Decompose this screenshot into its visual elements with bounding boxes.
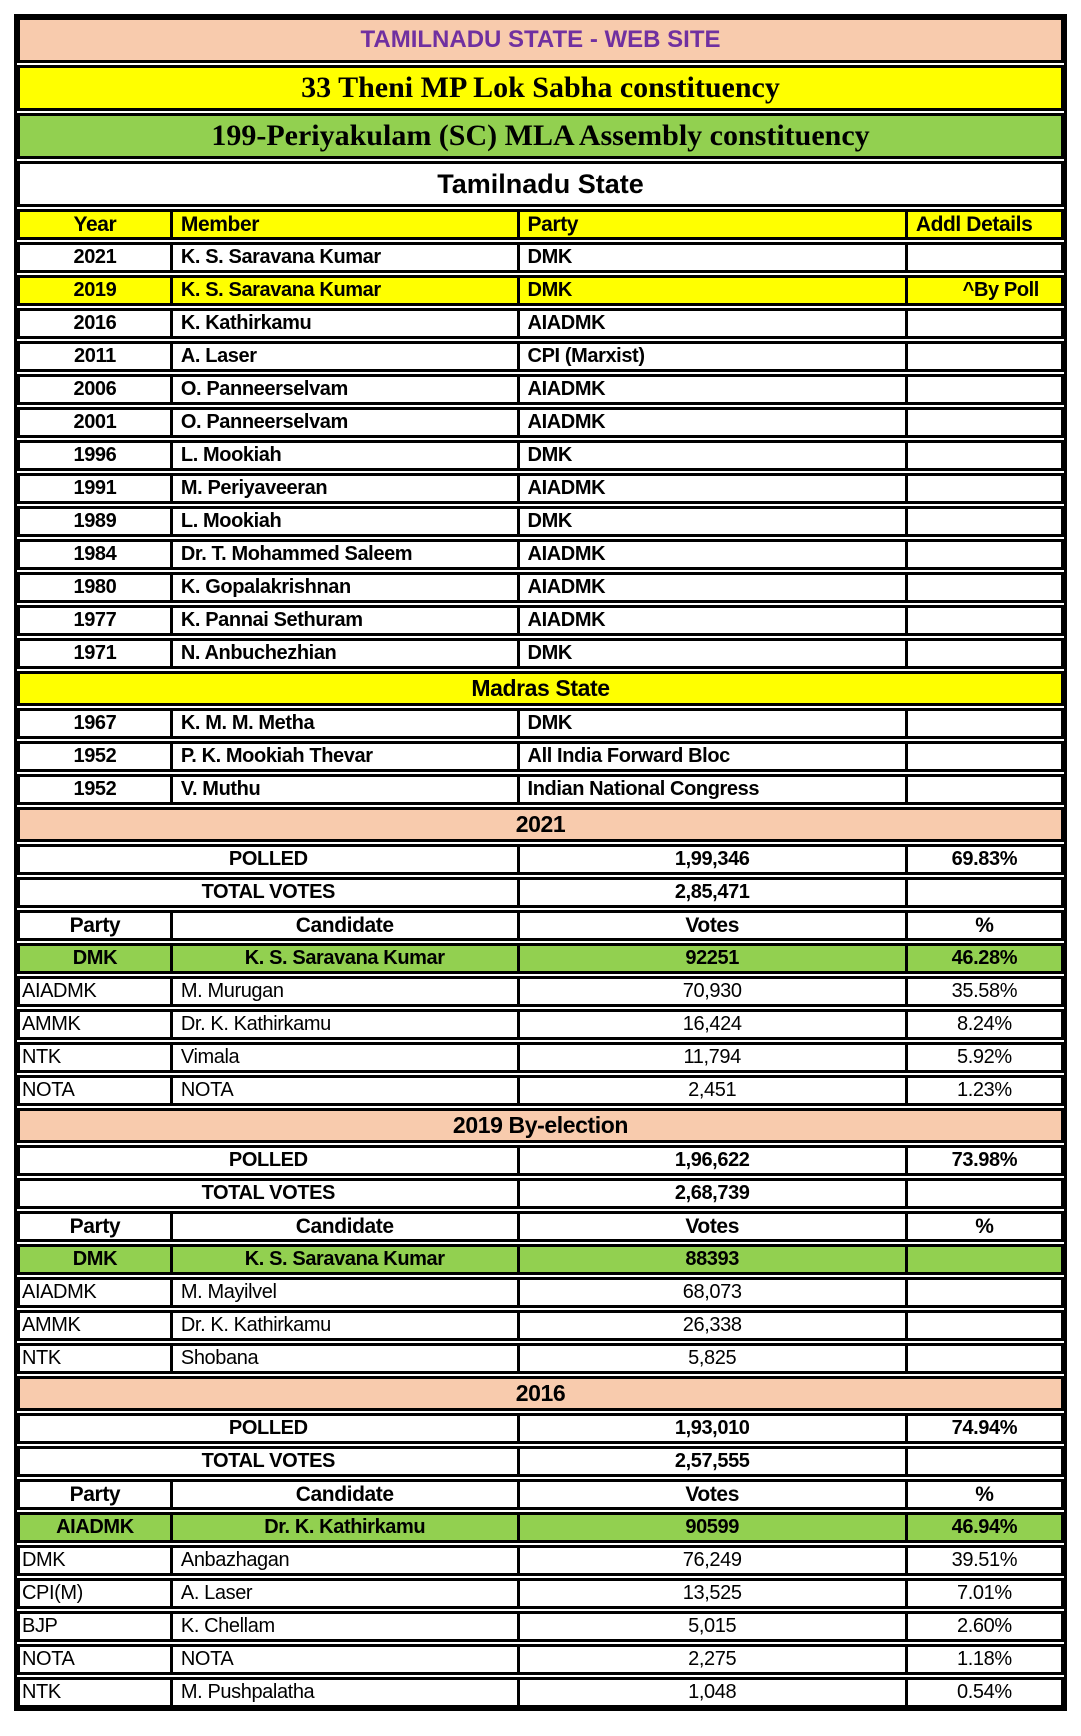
election-sections: [17, 807, 1064, 1708]
result-votes: 5,015: [517, 1614, 905, 1639]
result-candidate: Dr. K. Kathirkamu: [170, 1012, 517, 1037]
result-party: AIADMK: [22, 980, 97, 1002]
member-party: AIADMK: [517, 377, 905, 402]
member-addl-details: [905, 777, 1061, 802]
result-party: DMK: [20, 946, 170, 971]
result-row: [17, 1244, 1064, 1275]
member-addl-details: [905, 641, 1061, 666]
member-addl-details: [905, 509, 1061, 534]
result-votes: 13,525: [517, 1581, 905, 1606]
total-votes-label: TOTAL VOTES: [201, 1450, 335, 1472]
member-year: 2011: [74, 345, 116, 367]
member-row: [17, 605, 1064, 636]
member-name: O. Panneerselvam: [170, 410, 517, 435]
election-year-label: 2021: [515, 811, 566, 837]
member-name: K. Pannai Sethuram: [170, 608, 517, 633]
result-candidate: Shobana: [170, 1346, 517, 1371]
results-header-party: Party: [69, 913, 121, 937]
member-addl-details: [905, 542, 1061, 567]
member-year: 1991: [73, 477, 117, 499]
results-header-percent: %: [905, 1482, 1061, 1507]
election-year-label: 2019 By-election: [452, 1112, 629, 1138]
member-row: [17, 741, 1064, 772]
member-party: AIADMK: [517, 476, 905, 501]
result-candidate: A. Laser: [170, 1581, 517, 1606]
results-rows: [17, 943, 1064, 1106]
member-addl-details: ^By Poll: [905, 278, 1061, 303]
result-votes: 68,073: [517, 1280, 905, 1305]
result-votes: 2,275: [517, 1647, 905, 1672]
member-year: 1952: [73, 778, 117, 800]
result-row: [17, 1611, 1064, 1642]
result-row: [17, 1578, 1064, 1609]
polled-percentage: 69.83%: [905, 847, 1061, 872]
members-header-row: [17, 209, 1064, 240]
member-year: 1989: [73, 510, 117, 532]
total-votes-row: [17, 1446, 1064, 1477]
member-row: [17, 407, 1064, 438]
member-name: K. Kathirkamu: [170, 311, 517, 336]
result-votes: 90599: [517, 1515, 905, 1540]
site-title-banner: [17, 17, 1064, 63]
member-row: [17, 638, 1064, 669]
result-party: DMK: [20, 1247, 170, 1272]
result-candidate: Dr. K. Kathirkamu: [170, 1515, 517, 1540]
member-row: [17, 275, 1064, 306]
result-party: AMMK: [22, 1013, 81, 1035]
mla-constituency-title: 199-Periyakulam (SC) MLA Assembly constituency: [211, 119, 870, 152]
member-year: 2016: [73, 312, 117, 334]
result-votes: 11,794: [517, 1045, 905, 1070]
result-party: NOTA: [22, 1079, 75, 1101]
total-votes-label: TOTAL VOTES: [201, 1182, 335, 1204]
result-votes: 16,424: [517, 1012, 905, 1037]
member-year: 1967: [73, 712, 117, 734]
member-year: 1984: [73, 543, 117, 565]
member-name: N. Anbuchezhian: [170, 641, 517, 666]
member-year: 1996: [73, 444, 117, 466]
member-row: [17, 473, 1064, 504]
polled-votes-value: 1,93,010: [517, 1416, 905, 1441]
total-votes-percentage-empty: [905, 1449, 1061, 1474]
result-percentage: 1.23%: [905, 1078, 1061, 1103]
member-row: [17, 572, 1064, 603]
result-row: [17, 976, 1064, 1007]
member-addl-details: [905, 443, 1061, 468]
result-percentage: [905, 1346, 1061, 1371]
member-party: DMK: [517, 443, 905, 468]
result-percentage: 46.94%: [905, 1515, 1061, 1540]
member-addl-details: [905, 711, 1061, 736]
results-rows: [17, 1512, 1064, 1708]
results-header-candidate: Candidate: [170, 1482, 517, 1507]
result-percentage: 5.92%: [905, 1045, 1061, 1070]
result-row: [17, 1310, 1064, 1341]
member-year: 1971: [73, 642, 117, 664]
election-year-banner: [17, 807, 1064, 842]
member-row: [17, 242, 1064, 273]
result-row: [17, 1009, 1064, 1040]
member-party: AIADMK: [517, 542, 905, 567]
member-name: A. Laser: [170, 344, 517, 369]
results-header-percent: %: [905, 1214, 1061, 1239]
member-row: [17, 374, 1064, 405]
members-header-party: Party: [517, 212, 905, 237]
election-year-label: 2016: [515, 1380, 566, 1406]
result-candidate: K. S. Saravana Kumar: [170, 1247, 517, 1272]
members-header-addl: Addl Details: [905, 212, 1061, 237]
results-header-candidate: Candidate: [170, 1214, 517, 1239]
result-row: [17, 1042, 1064, 1073]
result-row: [17, 1545, 1064, 1576]
total-votes-value: 2,57,555: [517, 1449, 905, 1474]
result-row: [17, 1512, 1064, 1543]
page-root: [0, 14, 1081, 1736]
result-percentage: 8.24%: [905, 1012, 1061, 1037]
members-tamilnadu-rows: [17, 242, 1064, 669]
total-votes-value: 2,68,739: [517, 1181, 905, 1206]
member-party: CPI (Marxist): [517, 344, 905, 369]
result-percentage: 2.60%: [905, 1614, 1061, 1639]
member-party: DMK: [517, 711, 905, 736]
result-row: [17, 1677, 1064, 1708]
tamilnadu-state-label: Tamilnadu State: [437, 168, 644, 199]
result-candidate: NOTA: [170, 1078, 517, 1103]
results-header-row: [17, 910, 1064, 941]
member-party: DMK: [517, 641, 905, 666]
member-addl-details: [905, 575, 1061, 600]
result-candidate: K. S. Saravana Kumar: [170, 946, 517, 971]
results-header-votes: Votes: [517, 1214, 905, 1239]
member-party: DMK: [517, 509, 905, 534]
result-candidate: Anbazhagan: [170, 1548, 517, 1573]
members-header-member: Member: [170, 212, 517, 237]
results-header-party: Party: [69, 1482, 121, 1506]
polled-percentage: 73.98%: [905, 1148, 1061, 1173]
member-party: DMK: [517, 278, 905, 303]
election-section: [17, 1376, 1064, 1708]
result-percentage: 1.18%: [905, 1647, 1061, 1672]
member-year: 2006: [73, 378, 117, 400]
results-header-party: Party: [69, 1214, 121, 1238]
total-votes-percentage-empty: [905, 880, 1061, 905]
results-header-percent: %: [905, 913, 1061, 938]
member-addl-details: [905, 410, 1061, 435]
member-year: 2021: [73, 246, 117, 268]
result-candidate: M. Mayilvel: [170, 1280, 517, 1305]
result-row: [17, 1277, 1064, 1308]
result-party: AIADMK: [22, 1281, 97, 1303]
member-name: L. Mookiah: [170, 443, 517, 468]
result-percentage: 7.01%: [905, 1581, 1061, 1606]
election-year-banner: [17, 1108, 1064, 1143]
result-party: NTK: [22, 1046, 61, 1068]
member-name: P. K. Mookiah Thevar: [170, 744, 517, 769]
member-year: 1977: [73, 609, 117, 631]
polled-votes-value: 1,99,346: [517, 847, 905, 872]
member-name: L. Mookiah: [170, 509, 517, 534]
mp-constituency-banner: [17, 65, 1064, 111]
results-rows: [17, 1244, 1064, 1374]
result-candidate: M. Pushpalatha: [170, 1680, 517, 1705]
member-row: [17, 539, 1064, 570]
polled-row: [17, 844, 1064, 875]
result-party: AMMK: [22, 1314, 81, 1336]
total-votes-value: 2,85,471: [517, 880, 905, 905]
mla-constituency-banner: [17, 113, 1064, 159]
members-header-year: Year: [73, 212, 117, 236]
total-votes-row: [17, 877, 1064, 908]
result-percentage: 35.58%: [905, 979, 1061, 1004]
result-percentage: 46.28%: [905, 946, 1061, 971]
result-party: NOTA: [22, 1648, 75, 1670]
election-year-banner: [17, 1376, 1064, 1411]
member-addl-details: [905, 344, 1061, 369]
election-section: [17, 807, 1064, 1106]
member-row: [17, 774, 1064, 805]
election-section: [17, 1108, 1064, 1374]
results-header-votes: Votes: [517, 1482, 905, 1507]
result-votes: 1,048: [517, 1680, 905, 1705]
member-party: DMK: [517, 245, 905, 270]
state-section-madras: [17, 671, 1064, 706]
polled-label: POLLED: [228, 1149, 308, 1171]
result-candidate: Dr. K. Kathirkamu: [170, 1313, 517, 1338]
result-percentage: 39.51%: [905, 1548, 1061, 1573]
result-votes: 76,249: [517, 1548, 905, 1573]
result-row: [17, 943, 1064, 974]
result-candidate: Vimala: [170, 1045, 517, 1070]
results-header-row: [17, 1479, 1064, 1510]
result-percentage: [905, 1280, 1061, 1305]
member-party: AIADMK: [517, 575, 905, 600]
member-name: V. Muthu: [170, 777, 517, 802]
result-votes: 26,338: [517, 1313, 905, 1338]
result-candidate: K. Chellam: [170, 1614, 517, 1639]
result-votes: 88393: [517, 1247, 905, 1272]
member-party: Indian National Congress: [517, 777, 905, 802]
result-row: [17, 1343, 1064, 1374]
polled-row: [17, 1145, 1064, 1176]
result-party: AIADMK: [20, 1515, 170, 1540]
member-row: [17, 308, 1064, 339]
member-year: 2019: [73, 279, 117, 301]
result-candidate: M. Murugan: [170, 979, 517, 1004]
result-percentage: 0.54%: [905, 1680, 1061, 1705]
state-section-tamilnadu: [17, 161, 1064, 207]
site-title: TAMILNADU STATE - WEB SITE: [360, 26, 721, 53]
result-party: NTK: [22, 1681, 61, 1703]
total-votes-percentage-empty: [905, 1181, 1061, 1206]
member-party: AIADMK: [517, 311, 905, 336]
member-row: [17, 708, 1064, 739]
election-table: [14, 14, 1067, 1711]
member-name: O. Panneerselvam: [170, 377, 517, 402]
member-year: 1952: [73, 745, 117, 767]
member-name: K. M. M. Metha: [170, 711, 517, 736]
members-madras-rows: [17, 708, 1064, 805]
member-row: [17, 506, 1064, 537]
result-votes: 5,825: [517, 1346, 905, 1371]
member-party: AIADMK: [517, 410, 905, 435]
result-votes: 70,930: [517, 979, 905, 1004]
polled-label: POLLED: [228, 848, 308, 870]
result-party: CPI(M): [22, 1582, 83, 1604]
result-percentage: [905, 1247, 1061, 1272]
result-row: [17, 1075, 1064, 1106]
member-year: 1980: [73, 576, 117, 598]
result-votes: 2,451: [517, 1078, 905, 1103]
polled-percentage: 74.94%: [905, 1416, 1061, 1441]
member-addl-details: [905, 311, 1061, 336]
result-party: NTK: [22, 1347, 61, 1369]
results-header-votes: Votes: [517, 913, 905, 938]
member-addl-details: [905, 744, 1061, 769]
member-name: M. Periyaveeran: [170, 476, 517, 501]
result-row: [17, 1644, 1064, 1675]
total-votes-label: TOTAL VOTES: [201, 881, 335, 903]
member-addl-details: [905, 245, 1061, 270]
result-candidate: NOTA: [170, 1647, 517, 1672]
member-name: Dr. T. Mohammed Saleem: [170, 542, 517, 567]
madras-state-label: Madras State: [471, 675, 610, 701]
member-name: K. Gopalakrishnan: [170, 575, 517, 600]
mp-constituency-title: 33 Theni MP Lok Sabha constituency: [301, 71, 780, 104]
member-party: AIADMK: [517, 608, 905, 633]
member-addl-details: [905, 608, 1061, 633]
polled-row: [17, 1413, 1064, 1444]
member-row: [17, 341, 1064, 372]
result-percentage: [905, 1313, 1061, 1338]
member-addl-details: [905, 476, 1061, 501]
result-votes: 92251: [517, 946, 905, 971]
results-header-row: [17, 1211, 1064, 1242]
member-name: K. S. Saravana Kumar: [170, 278, 517, 303]
member-year: 2001: [73, 411, 117, 433]
total-votes-row: [17, 1178, 1064, 1209]
result-party: BJP: [22, 1615, 58, 1637]
member-row: [17, 440, 1064, 471]
polled-label: POLLED: [228, 1417, 308, 1439]
member-addl-details: [905, 377, 1061, 402]
member-name: K. S. Saravana Kumar: [170, 245, 517, 270]
member-party: All India Forward Bloc: [517, 744, 905, 769]
polled-votes-value: 1,96,622: [517, 1148, 905, 1173]
results-header-candidate: Candidate: [170, 913, 517, 938]
result-party: DMK: [22, 1549, 66, 1571]
